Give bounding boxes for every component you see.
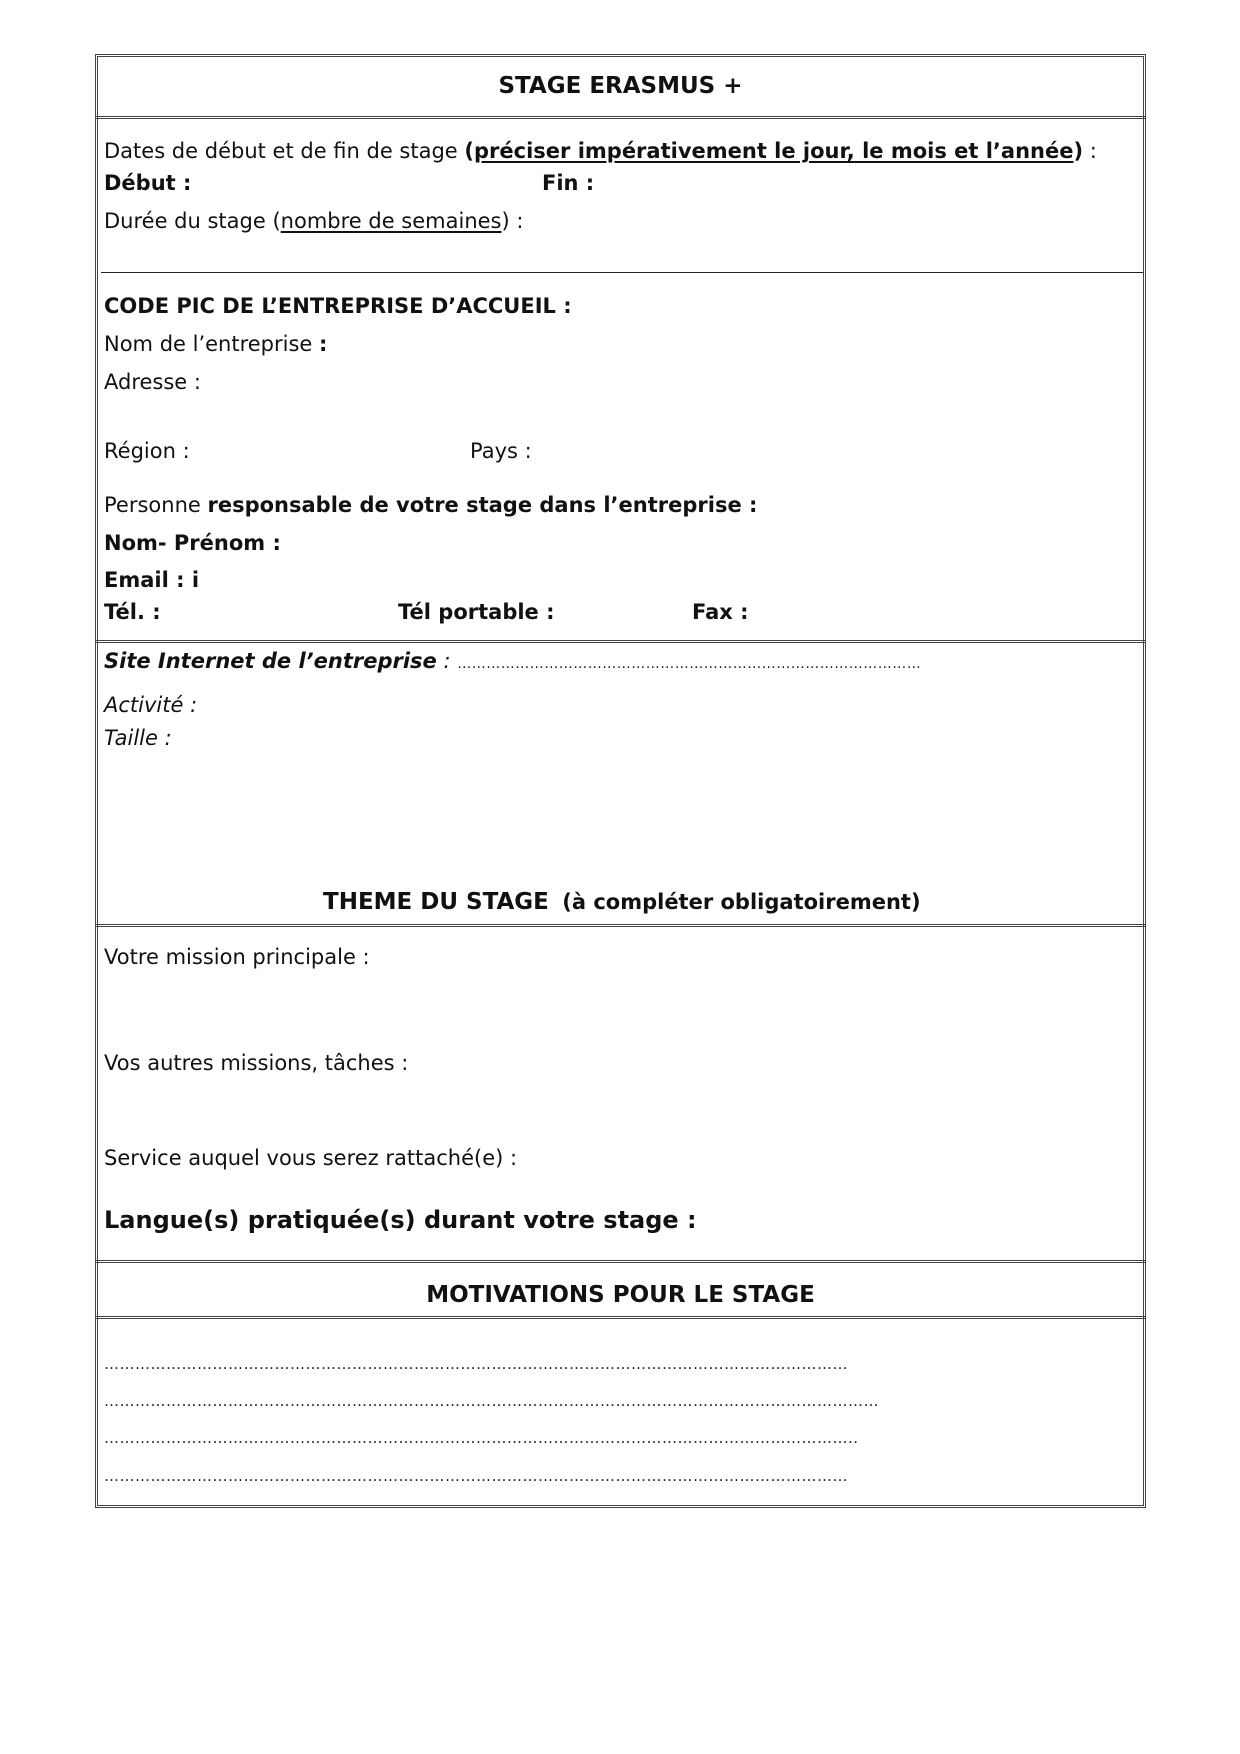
motivation-line: ………………………………………………………………………………………………………………………………..: [104, 1429, 859, 1447]
dates-instruction: [104, 139, 1097, 164]
motivation-line: ………………………………………………………………………………………………………………………………: [104, 1467, 848, 1485]
responsable-bold: responsable de votre stage dans l’entreprise :: [207, 493, 758, 517]
form-title: STAGE ERASMUS +: [498, 73, 743, 99]
debut-label: Début :: [104, 171, 192, 195]
theme-heading: [323, 889, 921, 917]
duree-underlined: nombre de semaines: [280, 209, 502, 233]
missions-divider: [95, 1260, 1146, 1263]
pays-label: Pays :: [470, 439, 532, 463]
dates-intro: Dates de début et de fin de stage: [104, 139, 465, 163]
pic-code-label: CODE PIC DE L’ENTREPRISE D’ACCUEIL :: [104, 294, 572, 318]
company-name-text: Nom de l’entreprise: [104, 332, 320, 356]
dates-emphasis: préciser impérativement le jour, le mois et l’année: [474, 139, 1074, 163]
taille-label: Taille :: [104, 726, 172, 750]
theme-note: (à compléter obligatoirement): [562, 890, 921, 914]
dates-suffix: :: [1083, 139, 1097, 163]
website-colon: :: [436, 649, 458, 673]
motivations-title: MOTIVATIONS POUR LE STAGE: [426, 1282, 815, 1308]
email-label: Email : i: [104, 568, 200, 592]
theme-divider: [95, 924, 1146, 927]
motivation-line: ……………………………………………………………………………………………………………………………………: [104, 1392, 879, 1410]
motivations-divider: [95, 1316, 1146, 1319]
company-name-label: [104, 332, 327, 357]
autres-missions-label: Vos autres missions, tâches :: [104, 1051, 409, 1075]
theme-title: THEME DU STAGE: [323, 889, 549, 915]
service-label: Service auquel vous serez rattaché(e) :: [104, 1146, 518, 1170]
website-row: [104, 649, 921, 674]
dates-emphasis-close: ): [1073, 139, 1084, 163]
company-divider: [95, 640, 1146, 643]
dates-emphasis-open: (: [464, 139, 475, 163]
tel-label: Tél. :: [104, 600, 161, 624]
langues-label: Langue(s) pratiquée(s) durant votre stage :: [104, 1206, 697, 1234]
header-divider: [95, 116, 1146, 119]
motivation-line: ………………………………………………………………………………………………………………………………: [104, 1355, 848, 1373]
fin-label: Fin :: [542, 171, 595, 195]
nom-prenom-label: Nom- Prénom :: [104, 531, 281, 555]
adresse-label: Adresse :: [104, 370, 201, 394]
duree-label: [104, 209, 523, 234]
duree-suffix: ) :: [501, 209, 524, 233]
website-dots: ……………………………………………………………………………………: [457, 656, 922, 672]
website-label: Site Internet de l’entreprise: [104, 649, 437, 673]
company-name-colon: :: [319, 332, 328, 356]
mission-principale-label: Votre mission principale :: [104, 945, 370, 969]
region-label: Région :: [104, 439, 190, 463]
activite-label: Activité :: [104, 693, 198, 717]
duree-prefix: Durée du stage (: [104, 209, 281, 233]
responsable-prefix: Personne: [104, 493, 208, 517]
responsable-label: [104, 493, 757, 518]
tel-portable-label: Tél portable :: [398, 600, 555, 624]
fax-label: Fax :: [692, 600, 749, 624]
dates-divider: [101, 272, 1143, 273]
